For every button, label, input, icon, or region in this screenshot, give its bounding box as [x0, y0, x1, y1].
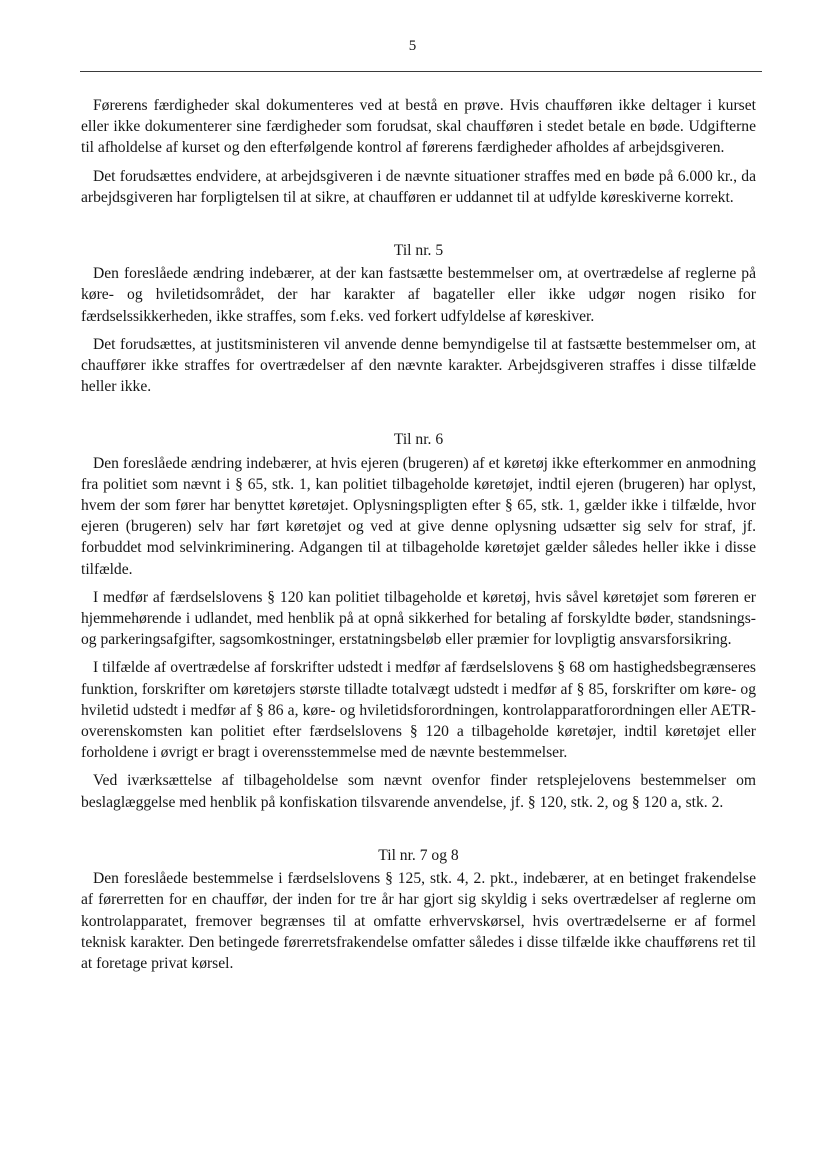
page-number: 5	[408, 38, 417, 54]
paragraph: Førerens færdigheder skal dokumenteres ved at bestå en prøve. Hvis chaufføren ikke deltager i kurset eller ikke dokumenterer sine færdigheder som forudsat, skal chaufføren i stedet betale en bøde. Udgifterne til afholdelse af kurset og den efterfølgende kontrol af førerens færdigheder afholdes af arbejdsgiveren.	[81, 97, 756, 157]
section-heading: Til nr. 6	[393, 431, 444, 449]
paragraph: Den foreslåede ændring indebærer, at hvis ejeren (brugeren) af et køretøj ikke efterkommer en anmodning fra politiet som nævnt i § 65, stk. 1, kan politiet tilbageholde køretøjet, indtil ejeren (brugeren) har oplyst, hvem der som fører har benyttet køretøjet. Oplysningspligten efter § 65, stk. 1, gælder ikke i tilfælde, hvor ejeren (brugeren) selv har ført køretøjet og ved at give denne oplysning udsætter sig selv for straf, jf. forbuddet mod selvinkriminering. Adgangen til at tilbageholde køretøjet gælder således heller ikke i disse tilfælde.	[81, 454, 756, 578]
section-nr-5	[81, 240, 756, 397]
section-nr-6	[81, 429, 756, 812]
intro-section	[81, 95, 756, 208]
paragraph: Ved iværksættelse af tilbageholdelse som nævnt ovenfor finder retsplejelovens bestemmelser om beslaglæggelse med henblik på konfiskation tilsvarende anvendelse, jf. § 120, stk. 2, og § 120 a, stk. 2.	[81, 772, 756, 811]
header-rule	[80, 71, 762, 72]
section-heading: Til nr. 7 og 8	[378, 846, 459, 864]
document-body	[81, 95, 756, 974]
section-heading: Til nr. 5	[393, 242, 444, 260]
paragraph: I tilfælde af overtrædelse af forskrifter udstedt i medfør af færdselslovens § 68 om hastighedsbegrænseres funktion, forskrifter om køretøjers største tilladte totalvægt udstedt i medfør af § 85, forskrifter om køre- og hviletid udstedt i medfør af § 86 a, køre- og hviletidsforordningen, kontrolapparatforordningen eller AETR-overenskomsten kan politiet efter færdselslovens § 120 a tilbageholde køretøjer, indtil køretøjet eller forholdene i øvrigt er bragt i overensstemmelse med de nævnte bestemmelser.	[81, 659, 756, 762]
paragraph: Den foreslåede ændring indebærer, at der kan fastsætte bestemmelser om, at overtrædelse af reglerne på køre- og hviletidsområdet, der har karakter af bagateller eller ikke udgør nogen risiko for færdselssikkerheden, ikke straffes, som f.eks. ved forkert udfyldelse af køreskiver.	[81, 265, 756, 325]
paragraph: Den foreslåede bestemmelse i færdselslovens § 125, stk. 4, 2. pkt., indebærer, at en betinget frakendelse af førerretten for en chauffør, der inden for tre år har gjort sig skyldig i seks overtrædelser af reglerne om kontrolapparatet, fremover begrænses til at omfatte erhvervskørsel, hvis overtrædelserne er af formel teknisk karakter. Den betingede førerretsfrakendelse omfatter således i disse tilfælde ikke chaufførens ret til at foretage privat kørsel.	[81, 870, 756, 972]
paragraph: I medfør af færdselslovens § 120 kan politiet tilbageholde et køretøj, hvis såvel køretøjet som føreren er hjemmehørende i udlandet, med henblik på at opnå sikkerhed for betaling af forskyldte bøder, standsnings- og parkeringsafgifter, sagsomkostninger, erstatningsbeløb eller præmier for lovpligtig ansvarsforsikring.	[81, 588, 756, 649]
section-nr-7-og-8	[81, 845, 756, 974]
paragraph: Det forudsættes endvidere, at arbejdsgiveren i de nævnte situationer straffes med en bøde på 6.000 kr., da arbejdsgiveren har forpligtelsen til at sikre, at chaufføren er uddannet til at udfylde køreskiverne korrekt.	[81, 167, 756, 206]
paragraph: Det forudsættes, at justitsministeren vil anvende denne bemyndigelse til at fastsætte bestemmelser om, at chauffører ikke straffes for overtrædelser af den nævnte karakter. Arbejdsgiveren straffes i disse tilfælde heller ikke.	[81, 335, 756, 396]
